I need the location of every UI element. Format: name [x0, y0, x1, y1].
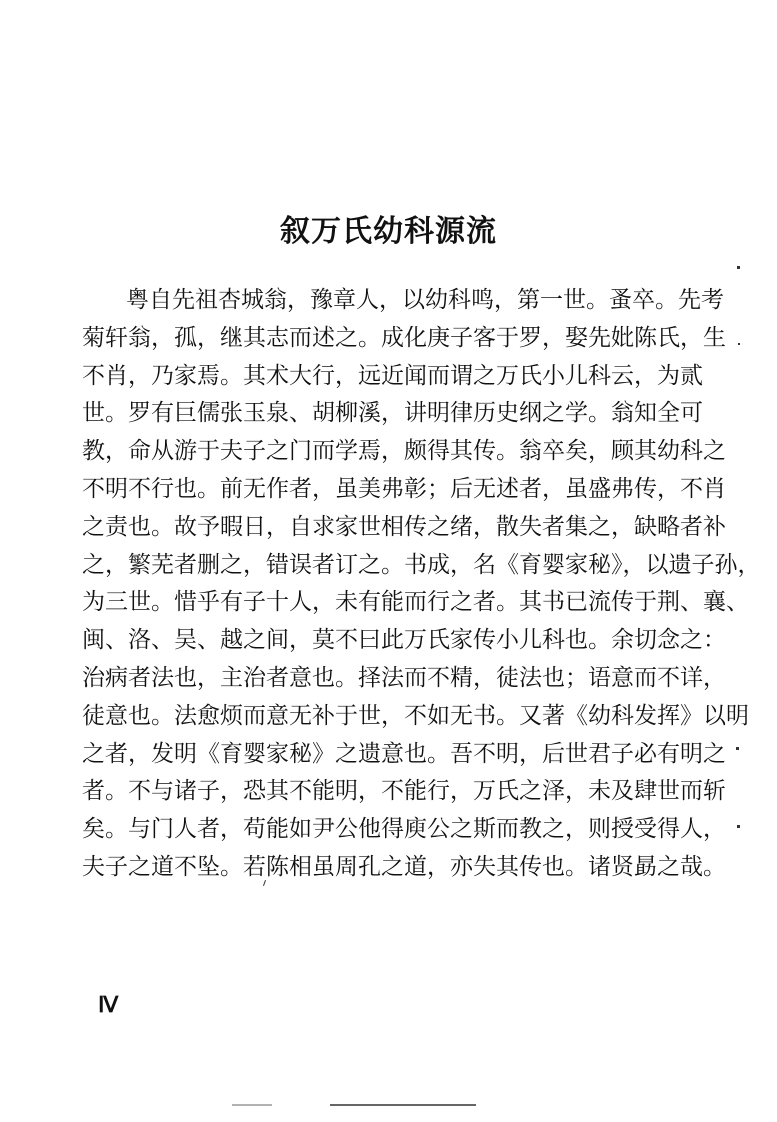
scan-speck: [736, 747, 739, 750]
scan-speck: [738, 343, 740, 345]
text-line: 世。罗有巨儒张玉泉、胡柳溪，讲明律历史纲之学。翁知全可: [82, 400, 703, 427]
text-line: 治病者法也，主治者意也。择法而不精，徒法也；语意而不详，: [82, 664, 726, 691]
text-line: 之者，发明《育婴家秘》之遗意也。吾不明，后世君子必有明之: [82, 740, 726, 767]
text-line: 之，繁芜者删之，错误者订之。书成，名《育婴家秘》，以遗子孙，: [82, 551, 761, 578]
scan-speck: [737, 825, 740, 828]
page-title: 叙万氏幼科源流: [280, 214, 497, 249]
text-line: 夫子之道不坠。若陈相虽周孔之道，亦失其传也。诸贤勗之哉。: [82, 853, 726, 880]
text-line: 闽、洛、吴、越之间，莫不曰此万氏家传小儿科也。余切念之：: [82, 627, 726, 654]
scan-edge-rule: [330, 1104, 476, 1106]
scan-edge-rule: [232, 1104, 272, 1106]
text-line: 者。不与诸子，恐其不能明，不能行，万氏之泽，未及肆世而斩: [82, 778, 726, 805]
text-line: 教，命从游于夫子之门而学焉，颇得其传。翁卒矣，顾其幼科之: [82, 438, 726, 465]
text-line: 不明不行也。前无作者，虽美弗彰；后无述者，虽盛弗传，不肖: [82, 475, 726, 502]
text-line: 菊轩翁，孤，继其志而述之。成化庚子客于罗，娶先妣陈氏，生: [82, 324, 726, 351]
page-number: Ⅳ: [98, 992, 119, 1017]
text-line: 为三世。惜乎有子十人，未有能而行之者。其书已流传于荆、襄、: [82, 589, 749, 616]
text-line: 不肖，乃家焉。其术大行，远近闻而谓之万氏小儿科云，为贰: [82, 362, 703, 389]
text-line: 之责也。故予暇日，自求家世相传之绪，散失者集之，缺略者补: [82, 513, 726, 540]
text-line: 粤自先祖杏城翁，豫章人，以幼科鸣，第一世。蚤卒。先考: [126, 287, 724, 313]
scan-speck: [737, 266, 740, 269]
body-text: [82, 282, 761, 887]
text-line: 矣。与门人者，苟能如尹公他得庾公之斯而教之，则授受得人，: [82, 816, 726, 843]
text-line: 徒意也。法愈烦而意无补于世，不如无书。又著《幼科发挥》以明: [82, 702, 749, 729]
